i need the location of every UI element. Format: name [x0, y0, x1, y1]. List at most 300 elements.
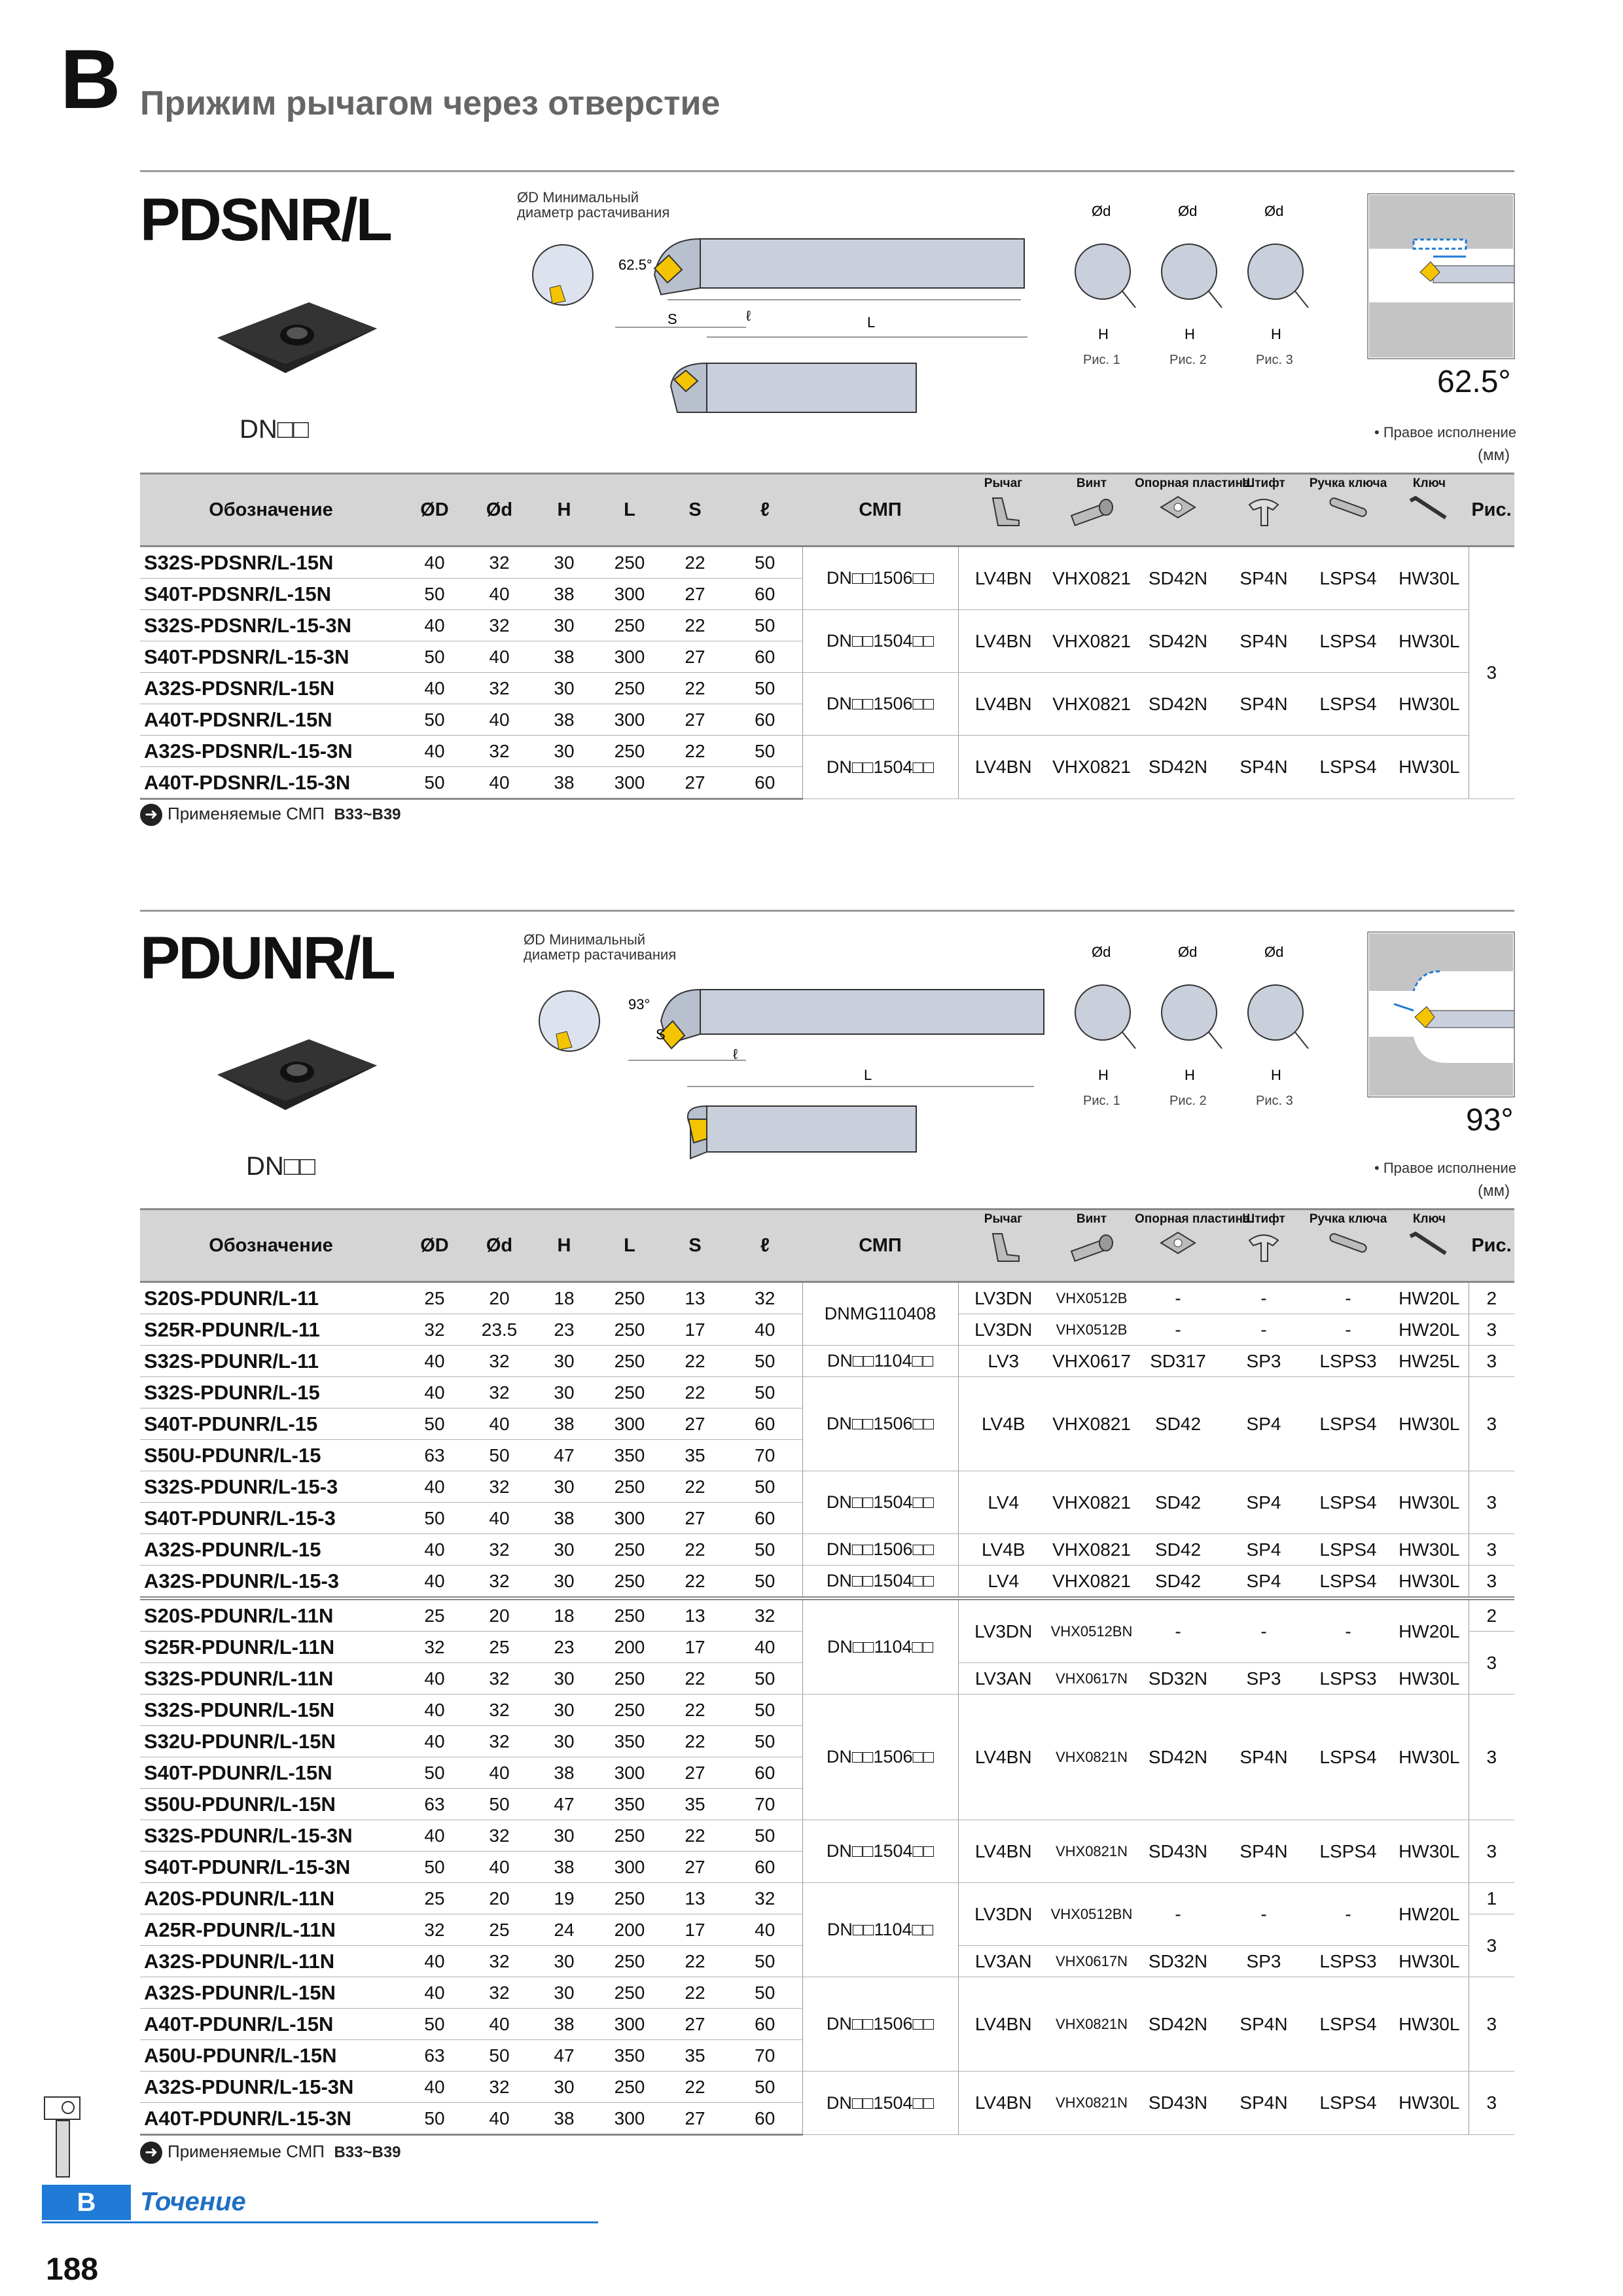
data-cell: 50: [402, 579, 467, 610]
designation-cell: S40T-PDSNR/L-15N: [140, 579, 402, 610]
data-cell: 50: [402, 704, 467, 736]
fig-number: 3: [1469, 1346, 1514, 1377]
designation-cell: A32S-PDUNR/L-15N: [140, 1977, 402, 2009]
data-cell: 30: [531, 1566, 597, 1599]
data-cell: 27: [662, 1503, 728, 1534]
insert-code: DN□□1506□□: [802, 1695, 958, 1820]
key-code: HW30L: [1390, 1566, 1469, 1599]
data-cell: 250: [597, 1566, 662, 1599]
insert-code: DN□□1506□□: [802, 547, 958, 610]
data-cell: 50: [402, 1757, 467, 1789]
data-cell: 30: [531, 547, 597, 579]
data-cell: 20: [467, 1883, 531, 1914]
insert-code: DN□□1506□□: [802, 673, 958, 736]
machining-illustration: [1368, 932, 1514, 1097]
data-cell: 47: [531, 1440, 597, 1471]
lever-code: LV4: [958, 1471, 1048, 1534]
lever-code: LV4BN: [958, 1820, 1048, 1883]
col-S: S: [662, 1210, 728, 1282]
handle-code: LSPS4: [1306, 736, 1390, 799]
data-cell: 23.5: [467, 1314, 531, 1346]
data-cell: 25: [402, 1598, 467, 1632]
data-cell: 13: [662, 1282, 728, 1314]
data-cell: 50: [467, 1440, 531, 1471]
data-cell: 32: [467, 1663, 531, 1695]
data-cell: 40: [402, 736, 467, 767]
data-cell: 32: [467, 610, 531, 641]
data-cell: 60: [728, 2103, 802, 2135]
data-cell: 40: [402, 1663, 467, 1695]
data-cell: 40: [728, 1632, 802, 1663]
data-cell: 40: [467, 1503, 531, 1534]
fig-number: 2: [1469, 1282, 1514, 1314]
screw-code: VHX0512BN: [1048, 1598, 1135, 1663]
model-title: PDSNR/L: [140, 187, 391, 253]
data-cell: 70: [728, 1440, 802, 1471]
data-cell: 300: [597, 767, 662, 799]
data-cell: 17: [662, 1914, 728, 1946]
key-code: HW20L: [1390, 1314, 1469, 1346]
col-fig: Рис.: [1469, 474, 1514, 547]
designation-cell: S50U-PDUNR/L-15N: [140, 1789, 402, 1820]
h-label: H: [1271, 1067, 1281, 1083]
hex-key-icon: [1406, 1230, 1452, 1260]
data-cell: 50: [402, 767, 467, 799]
pin-code: SP4: [1221, 1377, 1306, 1471]
data-cell: 250: [597, 610, 662, 641]
data-cell: 50: [728, 547, 802, 579]
shim-code: SD42: [1135, 1471, 1221, 1534]
table-row: [140, 1377, 1514, 1408]
designation-cell: S40T-PDUNR/L-15-3N: [140, 1852, 402, 1883]
data-cell: 30: [531, 1663, 597, 1695]
shim-code: SD42: [1135, 1377, 1221, 1471]
data-cell: 50: [728, 673, 802, 704]
col-designation: Обозначение: [140, 474, 402, 547]
col-handle: [1306, 474, 1390, 547]
l-label: ℓ: [733, 1046, 738, 1062]
designation-cell: S32U-PDUNR/L-15N: [140, 1726, 402, 1757]
lever-icon: [984, 1230, 1023, 1264]
insert-code: DN□□1504□□: [802, 1471, 958, 1534]
screw-code: VHX0821N: [1048, 1977, 1135, 2072]
designation-cell: A32S-PDSNR/L-15-3N: [140, 736, 402, 767]
data-cell: 23: [531, 1314, 597, 1346]
data-cell: 40: [402, 1726, 467, 1757]
table-row: [140, 610, 1514, 641]
col-D: ØD: [402, 474, 467, 547]
data-cell: 350: [597, 1726, 662, 1757]
od-label: Ød: [1178, 944, 1198, 960]
table-row: [140, 1282, 1514, 1314]
data-cell: 250: [597, 1946, 662, 1977]
data-cell: 32: [467, 1977, 531, 2009]
col-D: ØD: [402, 1210, 467, 1282]
handle-code: LSPS4: [1306, 1820, 1390, 1883]
shim-code: SD43N: [1135, 2072, 1221, 2135]
table-row: [140, 1534, 1514, 1566]
fig-1-label: Рис. 1: [1083, 1094, 1120, 1108]
data-cell: 32: [467, 1377, 531, 1408]
data-cell: 350: [597, 2040, 662, 2072]
designation-cell: A20S-PDUNR/L-11N: [140, 1883, 402, 1914]
data-cell: 30: [531, 1726, 597, 1757]
screw-code: VHX0821: [1048, 610, 1135, 673]
data-cell: 40: [402, 673, 467, 704]
page-number: 188: [46, 2252, 99, 2287]
col-handle-label: Ручка ключа: [1309, 1212, 1387, 1226]
data-cell: 22: [662, 2072, 728, 2103]
shim-code: SD42N: [1135, 1977, 1221, 2072]
key-code: HW30L: [1390, 610, 1469, 673]
designation-cell: S32S-PDUNR/L-15: [140, 1377, 402, 1408]
data-cell: 250: [597, 1346, 662, 1377]
key-code: HW30L: [1390, 1695, 1469, 1820]
data-cell: 50: [402, 2009, 467, 2040]
lever-code: LV4B: [958, 1377, 1048, 1471]
designation-cell: S32S-PDUNR/L-15N: [140, 1695, 402, 1726]
data-cell: 40: [467, 704, 531, 736]
shim-code: SD32N: [1135, 1946, 1221, 1977]
insert-code: DN□□1504□□: [802, 2072, 958, 2135]
data-cell: 70: [728, 2040, 802, 2072]
data-cell: 22: [662, 1566, 728, 1599]
data-cell: 40: [728, 1914, 802, 1946]
data-cell: 50: [402, 1852, 467, 1883]
data-cell: 63: [402, 1440, 467, 1471]
data-cell: 63: [402, 1789, 467, 1820]
data-cell: 32: [402, 1632, 467, 1663]
handle-code: LSPS3: [1306, 1346, 1390, 1377]
handle-code: LSPS4: [1306, 1471, 1390, 1534]
data-cell: 40: [402, 1820, 467, 1852]
angle-label: 62.5°: [618, 257, 652, 273]
version-note: • Правое исполнение: [1374, 424, 1516, 440]
data-cell: 22: [662, 610, 728, 641]
data-cell: 40: [402, 1946, 467, 1977]
applicable-label: Применяемые СМП: [168, 804, 325, 823]
designation-cell: S40T-PDSNR/L-15-3N: [140, 641, 402, 673]
designation-cell: A32S-PDUNR/L-15-3N: [140, 2072, 402, 2103]
data-cell: 32: [728, 1282, 802, 1314]
shim-code: -: [1135, 1883, 1221, 1946]
footer-divider: [42, 2221, 598, 2223]
data-cell: 22: [662, 1534, 728, 1566]
data-cell: 18: [531, 1598, 597, 1632]
spec-table: [140, 473, 1514, 800]
key-code: HW30L: [1390, 736, 1469, 799]
data-cell: 40: [402, 1346, 467, 1377]
data-cell: 300: [597, 1852, 662, 1883]
screw-code: VHX0821N: [1048, 2072, 1135, 2135]
data-cell: 40: [728, 1314, 802, 1346]
pin-code: SP4: [1221, 1534, 1306, 1566]
shim-code: SD42N: [1135, 610, 1221, 673]
data-cell: 25: [402, 1883, 467, 1914]
lever-code: LV4BN: [958, 736, 1048, 799]
insert-label: DN□□: [240, 415, 310, 444]
fig-number: 2: [1469, 1598, 1514, 1632]
key-handle-icon: [1325, 494, 1371, 520]
handle-code: LSPS3: [1306, 1663, 1390, 1695]
data-cell: 30: [531, 673, 597, 704]
shim-icon: [1158, 494, 1198, 522]
data-cell: 20: [467, 1598, 531, 1632]
fig-number: 3: [1469, 1632, 1514, 1695]
col-screw-label: Винт: [1076, 476, 1107, 490]
designation-cell: A32S-PDSNR/L-15N: [140, 673, 402, 704]
lever-code: LV4BN: [958, 1977, 1048, 2072]
col-screw: [1048, 474, 1135, 547]
data-cell: 300: [597, 2009, 662, 2040]
handle-code: LSPS4: [1306, 1695, 1390, 1820]
data-cell: 250: [597, 1820, 662, 1852]
designation-cell: A50U-PDUNR/L-15N: [140, 2040, 402, 2072]
cross-section-figures: [1060, 937, 1322, 1114]
pin-code: -: [1221, 1598, 1306, 1663]
insert-image: [211, 1035, 383, 1114]
screw-code: VHX0821N: [1048, 1695, 1135, 1820]
data-cell: 50: [728, 1820, 802, 1852]
data-cell: 250: [597, 736, 662, 767]
data-cell: 60: [728, 641, 802, 673]
designation-cell: S20S-PDUNR/L-11: [140, 1282, 402, 1314]
lever-icon: [984, 494, 1023, 528]
model-title: PDUNR/L: [140, 925, 394, 992]
pin-code: -: [1221, 1282, 1306, 1314]
col-shim-label: Опорная пластина: [1135, 1212, 1250, 1226]
data-cell: 250: [597, 2072, 662, 2103]
data-cell: 30: [531, 1695, 597, 1726]
table-row: [140, 1471, 1514, 1503]
insert-code: DN□□1504□□: [802, 736, 958, 799]
data-cell: 19: [531, 1883, 597, 1914]
od-label: Ød: [1092, 203, 1111, 219]
data-cell: 250: [597, 1695, 662, 1726]
table-row: [140, 1598, 1514, 1632]
data-cell: 40: [402, 1377, 467, 1408]
designation-cell: S32S-PDUNR/L-11N: [140, 1663, 402, 1695]
h-label: H: [1185, 1067, 1195, 1083]
table-row: [140, 1977, 1514, 2009]
data-cell: 47: [531, 2040, 597, 2072]
screw-code: VHX0617N: [1048, 1663, 1135, 1695]
data-cell: 38: [531, 2103, 597, 2135]
shim-code: SD42N: [1135, 547, 1221, 610]
shim-code: SD317: [1135, 1346, 1221, 1377]
data-cell: 18: [531, 1282, 597, 1314]
data-cell: 22: [662, 736, 728, 767]
col-key-label: Ключ: [1412, 1212, 1446, 1226]
fig-number: 1: [1469, 1883, 1514, 1914]
data-cell: 27: [662, 2103, 728, 2135]
data-cell: 40: [402, 610, 467, 641]
col-shim: [1135, 1210, 1250, 1282]
data-cell: 27: [662, 1408, 728, 1440]
data-cell: 38: [531, 1852, 597, 1883]
tool-drawing: [510, 962, 1047, 1178]
section-divider: [140, 170, 1514, 172]
key-code: HW30L: [1390, 547, 1469, 610]
data-cell: 350: [597, 1789, 662, 1820]
col-lever: [958, 474, 1048, 547]
data-cell: 300: [597, 1503, 662, 1534]
data-cell: 60: [728, 1852, 802, 1883]
data-cell: 250: [597, 1314, 662, 1346]
insert-code: DN□□1504□□: [802, 1820, 958, 1883]
data-cell: 30: [531, 1946, 597, 1977]
applicable-ref[interactable]: B33~B39: [334, 2144, 401, 2161]
shim-code: SD42: [1135, 1534, 1221, 1566]
data-cell: 250: [597, 1282, 662, 1314]
insert-code: DN□□1506□□: [802, 1977, 958, 2072]
col-d: Ød: [467, 1210, 531, 1282]
table-row: [140, 1695, 1514, 1726]
data-cell: 50: [728, 1377, 802, 1408]
applicable-inserts: [140, 804, 401, 826]
data-cell: 32: [467, 1471, 531, 1503]
key-code: HW30L: [1390, 1534, 1469, 1566]
handle-code: LSPS4: [1306, 2072, 1390, 2135]
shim-code: -: [1135, 1314, 1221, 1346]
fig-2-label: Рис. 2: [1169, 353, 1207, 367]
applicable-ref[interactable]: B33~B39: [334, 806, 401, 823]
data-cell: 250: [597, 1377, 662, 1408]
data-cell: 30: [531, 1820, 597, 1852]
data-cell: 50: [467, 1789, 531, 1820]
data-cell: 70: [728, 1789, 802, 1820]
data-cell: 13: [662, 1883, 728, 1914]
data-cell: 40: [402, 1471, 467, 1503]
lever-code: LV3DN: [958, 1282, 1048, 1314]
shim-code: SD32N: [1135, 1663, 1221, 1695]
data-cell: 22: [662, 1726, 728, 1757]
data-cell: 20: [467, 1282, 531, 1314]
lever-code: LV4BN: [958, 1695, 1048, 1820]
fig-number: 3: [1469, 1471, 1514, 1534]
key-code: HW30L: [1390, 1471, 1469, 1534]
table-row: [140, 547, 1514, 579]
data-cell: 300: [597, 704, 662, 736]
data-cell: 40: [467, 2103, 531, 2135]
handle-code: -: [1306, 1598, 1390, 1663]
section-divider: [140, 910, 1514, 912]
data-cell: 300: [597, 579, 662, 610]
designation-cell: S25R-PDUNR/L-11: [140, 1314, 402, 1346]
data-cell: 22: [662, 1946, 728, 1977]
fig-3-label: Рис. 3: [1256, 1094, 1293, 1108]
data-cell: 50: [728, 1534, 802, 1566]
key-code: HW30L: [1390, 1377, 1469, 1471]
data-cell: 250: [597, 547, 662, 579]
data-cell: 22: [662, 1663, 728, 1695]
data-cell: 250: [597, 1471, 662, 1503]
applicable-label: Применяемые СМП: [168, 2142, 325, 2161]
shim-code: SD42N: [1135, 673, 1221, 736]
handle-code: LSPS3: [1306, 1946, 1390, 1977]
fig-number: 3: [1469, 547, 1514, 799]
angle-label: 93°: [628, 996, 651, 1013]
data-cell: 17: [662, 1632, 728, 1663]
data-cell: 50: [402, 641, 467, 673]
data-cell: 22: [662, 1977, 728, 2009]
col-handle: [1306, 1210, 1390, 1282]
version-note: • Правое исполнение: [1374, 1160, 1516, 1176]
data-cell: 25: [467, 1632, 531, 1663]
fig-number: 3: [1469, 1820, 1514, 1883]
data-cell: 38: [531, 1503, 597, 1534]
fig-number: 3: [1469, 2072, 1514, 2135]
designation-cell: A32S-PDUNR/L-15-3: [140, 1566, 402, 1599]
data-cell: 30: [531, 1377, 597, 1408]
data-cell: 250: [597, 1977, 662, 2009]
data-cell: 32: [467, 1820, 531, 1852]
key-code: HW25L: [1390, 1346, 1469, 1377]
col-smp: СМП: [802, 474, 958, 547]
lever-code: LV3DN: [958, 1314, 1048, 1346]
data-cell: 38: [531, 641, 597, 673]
fig-number: 3: [1469, 1534, 1514, 1566]
key-code: HW30L: [1390, 1977, 1469, 2072]
data-cell: 38: [531, 579, 597, 610]
lever-code: LV4BN: [958, 673, 1048, 736]
data-cell: 30: [531, 610, 597, 641]
data-cell: 250: [597, 673, 662, 704]
s-label: S: [668, 311, 677, 327]
data-cell: 60: [728, 1757, 802, 1789]
data-cell: 250: [597, 1534, 662, 1566]
shim-code: SD42N: [1135, 1695, 1221, 1820]
lever-code: LV4BN: [958, 610, 1048, 673]
pin-code: SP3: [1221, 1663, 1306, 1695]
shim-code: SD42: [1135, 1566, 1221, 1599]
data-cell: 47: [531, 1789, 597, 1820]
col-d: Ød: [467, 474, 531, 547]
data-cell: 300: [597, 1757, 662, 1789]
data-cell: 17: [662, 1314, 728, 1346]
data-cell: 50: [402, 1408, 467, 1440]
key-code: HW30L: [1390, 1663, 1469, 1695]
data-cell: 35: [662, 2040, 728, 2072]
data-cell: 50: [402, 2103, 467, 2135]
insert-code: DN□□1104□□: [802, 1346, 958, 1377]
screw-code: VHX0821: [1048, 736, 1135, 799]
lead-angle: 93°: [1466, 1103, 1514, 1138]
designation-cell: S32S-PDSNR/L-15N: [140, 547, 402, 579]
screw-code: VHX0617N: [1048, 1946, 1135, 1977]
key-code: HW30L: [1390, 1820, 1469, 1883]
data-cell: 40: [467, 1408, 531, 1440]
data-cell: 35: [662, 1789, 728, 1820]
insert-code: DN□□1104□□: [802, 1598, 958, 1695]
col-handle-label: Ручка ключа: [1309, 476, 1387, 490]
col-screw-label: Винт: [1076, 1212, 1107, 1226]
data-cell: 30: [531, 1534, 597, 1566]
footer-section-tab[interactable]: B: [42, 2185, 131, 2220]
table-row: [140, 1346, 1514, 1377]
pin-code: SP4N: [1221, 736, 1306, 799]
data-cell: 32: [728, 1883, 802, 1914]
data-cell: 32: [402, 1914, 467, 1946]
data-cell: 30: [531, 1471, 597, 1503]
handle-code: LSPS4: [1306, 1534, 1390, 1566]
min-bore-note: ØD Минимальный диаметр растачивания: [524, 931, 677, 963]
insert-code: DN□□1506□□: [802, 1534, 958, 1566]
designation-cell: S32S-PDUNR/L-15-3: [140, 1471, 402, 1503]
col-H: H: [531, 1210, 597, 1282]
designation-cell: S32S-PDUNR/L-15-3N: [140, 1820, 402, 1852]
data-cell: 60: [728, 704, 802, 736]
